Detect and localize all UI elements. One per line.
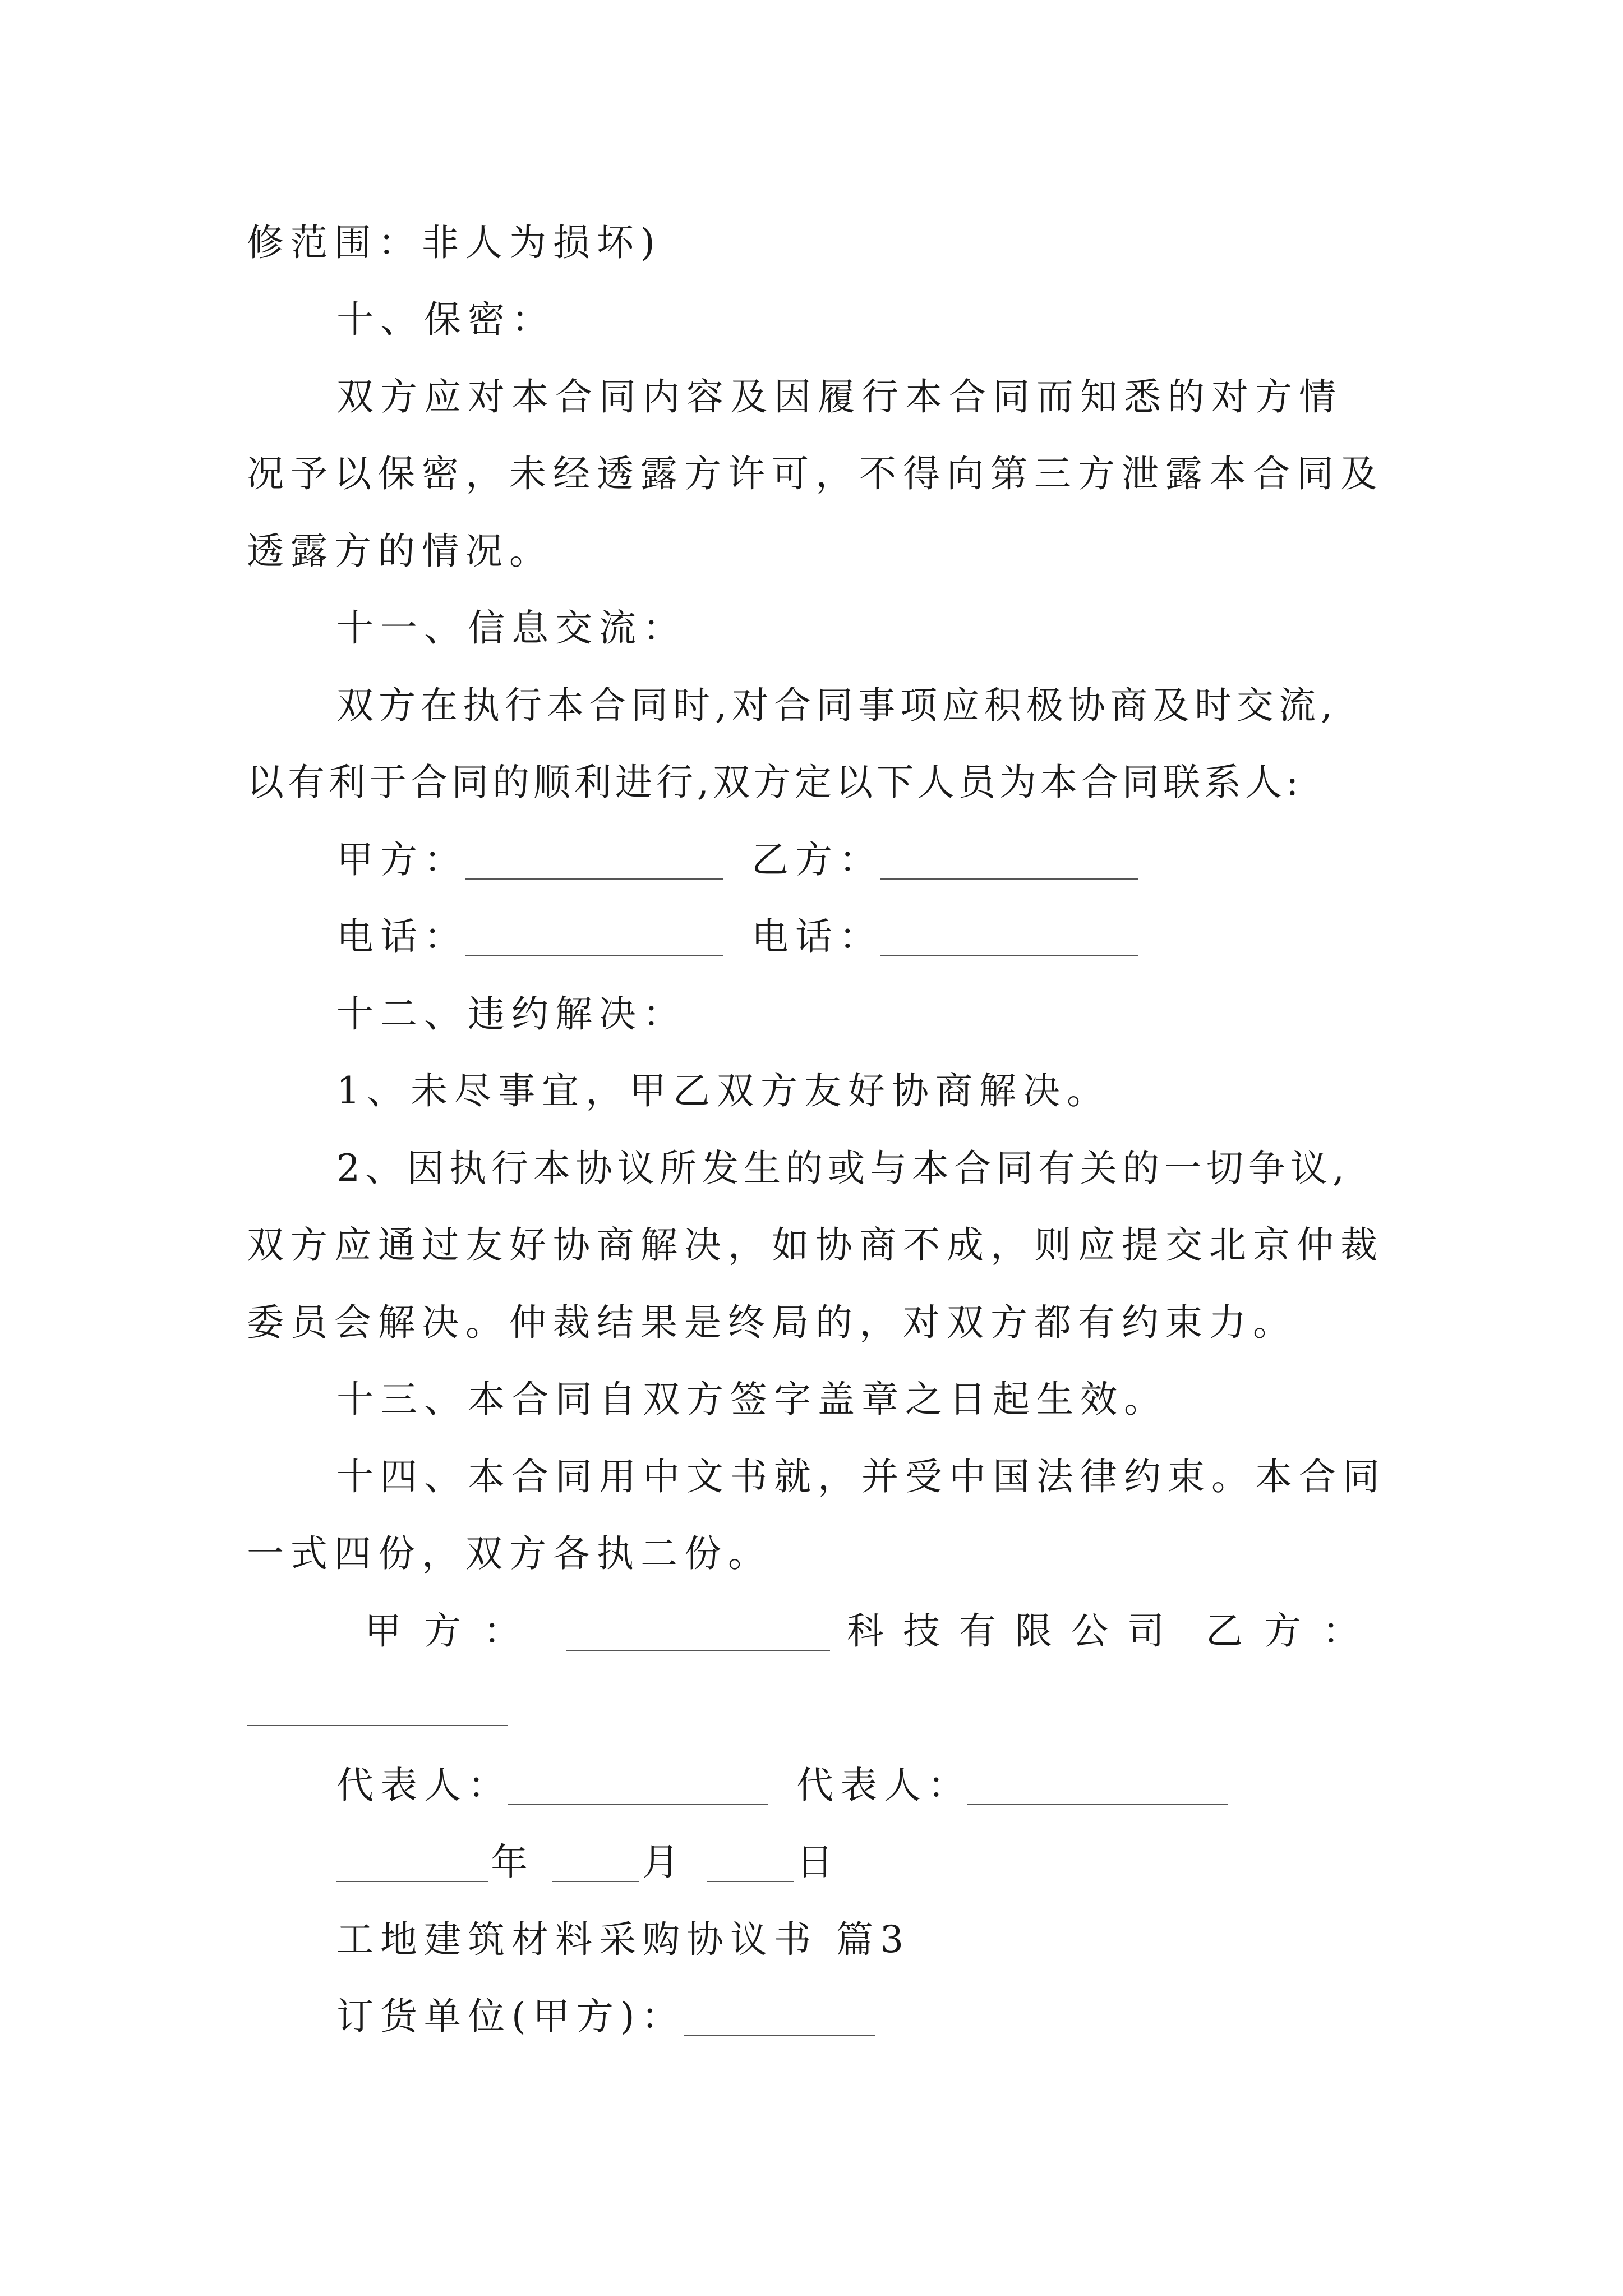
date-day-label: 日 (796, 1841, 840, 1884)
heading-breach-resolution: 十二、违约解决： (336, 992, 686, 1036)
date-day-blank[interactable] (707, 1881, 794, 1882)
contact-blank-party-b[interactable] (880, 878, 1138, 880)
paragraph-confidentiality-3: 透露方的情况。 (247, 530, 553, 573)
paragraph-resolution-2b: 双方应通过友好协商解决，如协商不成，则应提交北京仲裁 (247, 1223, 1384, 1267)
date-year-label: 年 (491, 1841, 534, 1884)
paragraph-resolution-2c: 委员会解决。仲裁结果是终局的，对双方都有约束力。 (247, 1301, 1297, 1344)
orderer-blank[interactable] (684, 2035, 875, 2036)
paragraph-effective-date: 十三、本合同自双方签字盖章之日起生效。 (336, 1378, 1168, 1421)
signature-blank-party-a[interactable] (566, 1650, 830, 1651)
orderer-label: 订货单位(甲方)： (336, 1995, 685, 2038)
paragraph-language-1: 十四、本合同用中文书就，并受中国法律约束。本合同 (336, 1455, 1386, 1498)
signature-company-name: 科技有限公司 (847, 1609, 1183, 1653)
contact-blank-party-a[interactable] (465, 878, 723, 880)
representative-label-party-b: 代表人： (796, 1764, 971, 1807)
date-year-blank[interactable] (336, 1881, 488, 1882)
paragraph-confidentiality-1: 双方应对本合同内容及因履行本合同而知悉的对方情 (336, 375, 1343, 418)
paragraph-confidentiality-2: 况予以保密，未经透露方许可，不得向第三方泄露本合同及 (247, 452, 1384, 495)
date-month-label: 月 (642, 1841, 686, 1884)
signature-label-party-b: 乙方： (1206, 1609, 1381, 1653)
date-month-blank[interactable] (552, 1881, 639, 1882)
representative-blank-party-b[interactable] (967, 1804, 1228, 1805)
representative-blank-party-a[interactable] (508, 1804, 768, 1805)
paragraph-information-exchange-1: 双方在执行本合同时,对合同事项应积极协商及时交流, (336, 684, 1338, 727)
signature-label-party-a: 甲方： (365, 1609, 543, 1653)
phone-blank-party-a[interactable] (465, 955, 723, 956)
heading-confidentiality: 十、保密： (336, 298, 555, 341)
heading-information-exchange: 十一、信息交流： (336, 606, 686, 650)
paragraph-repair-scope: 修范围：非人为损坏) (247, 221, 662, 264)
contact-label-party-a: 甲方： (336, 838, 468, 881)
paragraph-information-exchange-2: 以有利于合同的顺利进行,双方定以下人员为本合同联系人: (247, 761, 1303, 804)
paragraph-resolution-2a: 2、因执行本协议所发生的或与本合同有关的一切争议, (336, 1147, 1349, 1190)
contact-label-party-b: 乙方： (751, 838, 883, 881)
representative-label-party-a: 代表人： (336, 1764, 511, 1807)
paragraph-language-2: 一式四份，双方各执二份。 (247, 1532, 772, 1575)
signature-blank-party-b[interactable] (247, 1725, 508, 1726)
paragraph-resolution-1: 1、未尽事宜，甲乙双方友好协商解决。 (336, 1069, 1110, 1112)
phone-label-party-a: 电话： (336, 915, 468, 958)
section-title-agreement-3: 工地建筑材料采购协议书 篇3 (336, 1918, 910, 1961)
phone-label-party-b: 电话： (751, 915, 883, 958)
phone-blank-party-b[interactable] (880, 955, 1138, 956)
